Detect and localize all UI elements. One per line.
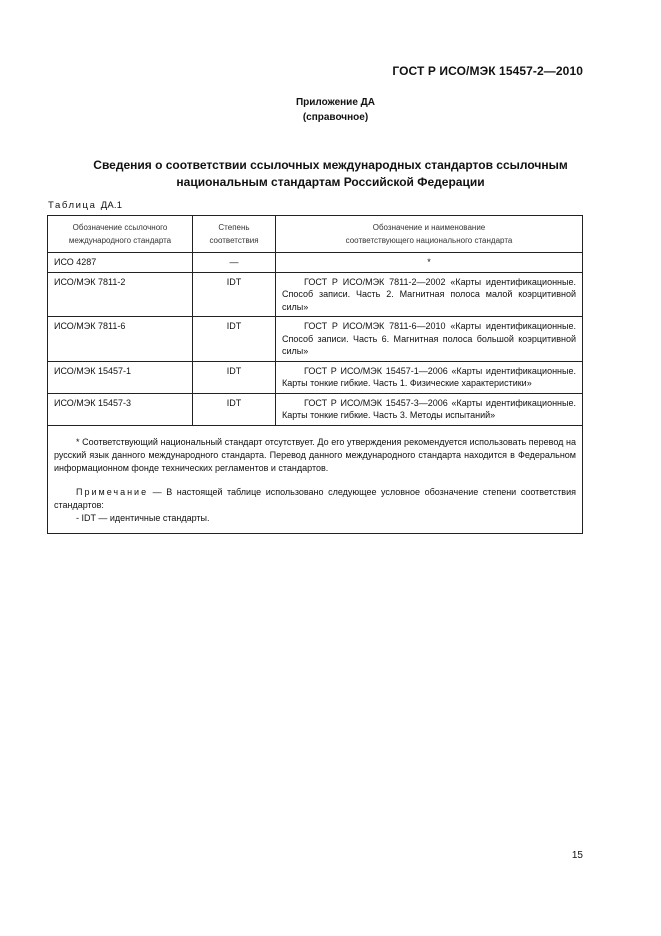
table-caption-number: ДА.1 <box>100 200 123 211</box>
note-text: — В настоящей таблице использовано следующее условное обозначение степени соответствия стандартов: <box>54 486 576 510</box>
header-intl-standard: Обозначение ссылочного международного стандарта <box>48 216 193 253</box>
degree-cell: — <box>193 253 276 273</box>
table-footer <box>48 425 583 533</box>
table-footer-row <box>48 425 583 533</box>
header-degree: Степень соответствия <box>193 216 276 253</box>
table-header-row <box>48 216 583 253</box>
footnote: * Соответствующий национальный стандарт отсутствует. До его утверждения рекомендуется использовать перевод на русский язык данного международного стандарта. Перевод данного международного стандарта находится в Федеральном информационном фонде технических регламентов и стандартов. <box>54 436 576 473</box>
intl-standard-cell: ИСО/МЭК 7811-6 <box>48 317 193 362</box>
national-standard-cell: ГОСТ Р ИСО/МЭК 15457-3—2006 «Карты идентификационные. Карты тонкие гибкие. Часть 3. Методы испытаний» <box>276 393 583 425</box>
table-row <box>48 272 583 317</box>
appendix-title: Приложение ДА <box>295 97 376 108</box>
national-standard-cell: ГОСТ Р ИСО/МЭК 15457-1—2006 «Карты идентификационные. Карты тонкие гибкие. Часть 1. Физические характеристики» <box>276 361 583 393</box>
intl-standard-cell: ИСО 4287 <box>48 253 193 273</box>
note <box>54 486 576 512</box>
appendix-label <box>0 95 661 125</box>
degree-cell: IDT <box>193 393 276 425</box>
correspondence-table <box>47 215 583 534</box>
table-caption <box>48 200 122 211</box>
intl-standard-cell: ИСО/МЭК 15457-1 <box>48 361 193 393</box>
table-row <box>48 393 583 425</box>
document-code: ГОСТ Р ИСО/МЭК 15457-2—2010 <box>392 64 583 78</box>
degree-cell: IDT <box>193 361 276 393</box>
degree-cell: IDT <box>193 317 276 362</box>
heading-line-2: национальным стандартам Российской Федерации <box>176 175 485 189</box>
national-standard-cell: ГОСТ Р ИСО/МЭК 7811-2—2002 «Карты идентификационные. Способ записи. Часть 2. Магнитная полоса малой коэрцитивной силы» <box>276 272 583 317</box>
page-number: 15 <box>571 850 583 861</box>
header-national-standard: Обозначение и наименование соответствующего национального стандарта <box>276 216 583 253</box>
note-item: - IDT — идентичные стандарты. <box>76 512 210 523</box>
table-row <box>48 253 583 273</box>
appendix-subtitle: (справочное) <box>302 112 369 123</box>
table-caption-word: Таблица <box>48 200 97 211</box>
note-label: Примечание <box>76 486 149 497</box>
table-row <box>48 361 583 393</box>
national-standard-cell: * <box>276 253 583 273</box>
intl-standard-cell: ИСО/МЭК 7811-2 <box>48 272 193 317</box>
section-heading <box>60 157 601 191</box>
heading-line-1: Сведения о соответствии ссылочных международных стандартов ссылочным <box>93 158 568 172</box>
intl-standard-cell: ИСО/МЭК 15457-3 <box>48 393 193 425</box>
national-standard-cell: ГОСТ Р ИСО/МЭК 7811-6—2010 «Карты идентификационные. Способ записи. Часть 6. Магнитная полоса большой коэрцитивной силы» <box>276 317 583 362</box>
table-row <box>48 317 583 362</box>
degree-cell: IDT <box>193 272 276 317</box>
